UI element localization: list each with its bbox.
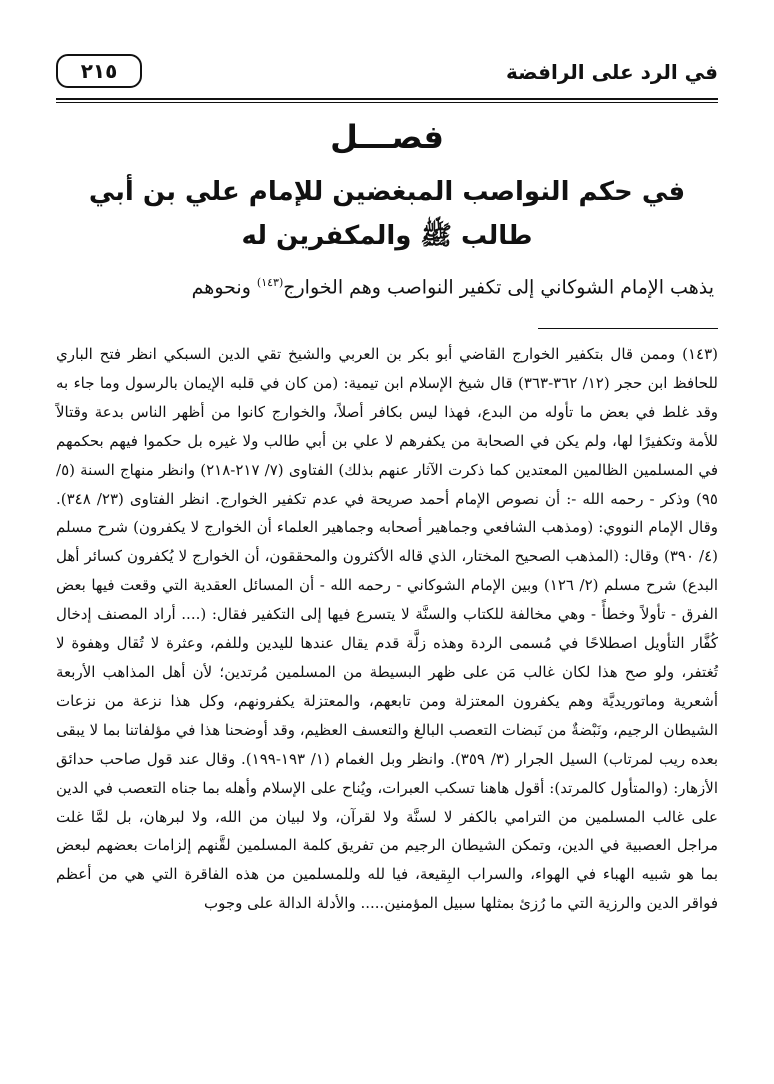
chapter-title: في حكم النواصب المبغضين للإمام علي بن أبي طالب ﷺ والمكفرين له	[88, 177, 686, 251]
header-rule-thin	[56, 102, 718, 103]
page-header	[56, 52, 718, 92]
body-text: يذهب الإمام الشوكاني إلى تكفير النواصب وهم الخوارج	[283, 276, 714, 299]
body-paragraph	[60, 266, 714, 304]
section-label: فصـــل	[330, 118, 444, 156]
page-number: ٢١٥	[56, 54, 142, 88]
running-head: في الرد على الرافضة	[506, 60, 718, 84]
body-text-continued: ونحوهم	[191, 276, 257, 299]
footnote-143: (١٤٣) وممن قال بتكفير الخوارج القاضي أبو بكر بن العربي والشيخ تقي الدين السبكي انظر فتح الباري للحافظ ابن حجر (١٢/ ٣٦٢-٣٦٣) قال شيخ الإسلام ابن تيمية: (من كان في قلبه الإيمان بالرسول وما جاء به وقد غلط في بعض ما تأوله من البدع، فهذا ليس بكافر أصلاً، والخوارج كانوا من أظهر الناس بدعة وقتالاً للأمة وتكفيرًا لها، ولم يكن في الصحابة من يكفرهم لا علي بن أبي طالب ولا غيره بل حكموا فيهم بحكمهم في المسلمين الظالمين المعتدين كما ذكرت الآثار عنهم بذلك) الفتاوى (٧/ ٢١٧-٢١٨) وانظر منهاج السنة (٥/ ٩٥) وذكر - رحمه الله -: أن نصوص الإمام أحمد صريحة في عدم تكفير الخوارج. انظر الفتاوى (٢٣/ ٣٤٨). وقال الإمام النووي: (ومذهب الشافعي وجماهير أصحابه وجماهير العلماء أن الخوارج لا يكفرون) شرح مسلم (٤/ ٣٩٠) وقال: (المذهب الصحيح المختار، الذي قاله الأكثرون والمحققون، أن الخوارج لا يُكفرون كسائر أهل البدع) شرح مسلم (٢/ ١٢٦) وبين الإمام الشوكاني - رحمه الله - أن المسائل العقدية التي وقعت فيها بعض الفرق - تأولاً وخطأً - وهي مخالفة للكتاب والسنَّة لا يتسرع فيها إلى التكفير فقال: (.... أراد المصنف إدخال كُفَّار التأويل اصطلاحًا في مُسمى الردة وهذه زلَّة قدم يقال عندها لليدين وللفم، وعثرة لا تُقال وهفوة لا تُغتفر، ولو صح هذا لكان غالب مَن على ظهر البسيطة من المسلمين مُرتدين؛ لأن أهل المذاهب الأربعة أشعرية وماتوريديَّة وهم يكفرون المعتزلة ومن تابعهم، والمعتزلة يكفرونهم، وكل هذا نزعة من نزعات الشيطان الرجيم، ونَبْضةٌ من نَبضات التعصب البالغ والتعسف العظيم، وقد أوضحنا هذا في مؤلفاتنا بما لا يبقى بعده ريب لمرتاب) السيل الجرار (٣/ ٣٥٩). وانظر وبل الغمام (١/ ١٩٣-١٩٩). وقال عند قول صاحب حدائق الأزهار: (والمتأول كالمرتد): أقول هاهنا تسكب العبرات، ويُناح على الإسلام وأهله بما جناه التعصب في الدين على غالب المسلمين من الترامي بالكفر لا لسنَّة ولا لقرآن، ولا لبيان من الله، ولا لبرهان، بل لمَّا غلت مراجل العصبية في الدين، وتمكن الشيطان الرجيم من تفريق كلمة المسلمين لقَّنهم إلزامات بعضهم لبعض بما هو شبيه الهباء في الهواء، والسراب البِقيعة، فيا لله وللمسلمين من هذه الفاقرة التي هي من أعظم فواقر الدين والرزية التي ما رُزئ بمثلها سبيل المؤمنين..... والأدلة الدالة على وجوب	[56, 345, 718, 913]
header-rule	[56, 98, 718, 100]
footnote-reference: (١٤٣)	[256, 276, 284, 289]
footnote-separator	[538, 328, 718, 329]
